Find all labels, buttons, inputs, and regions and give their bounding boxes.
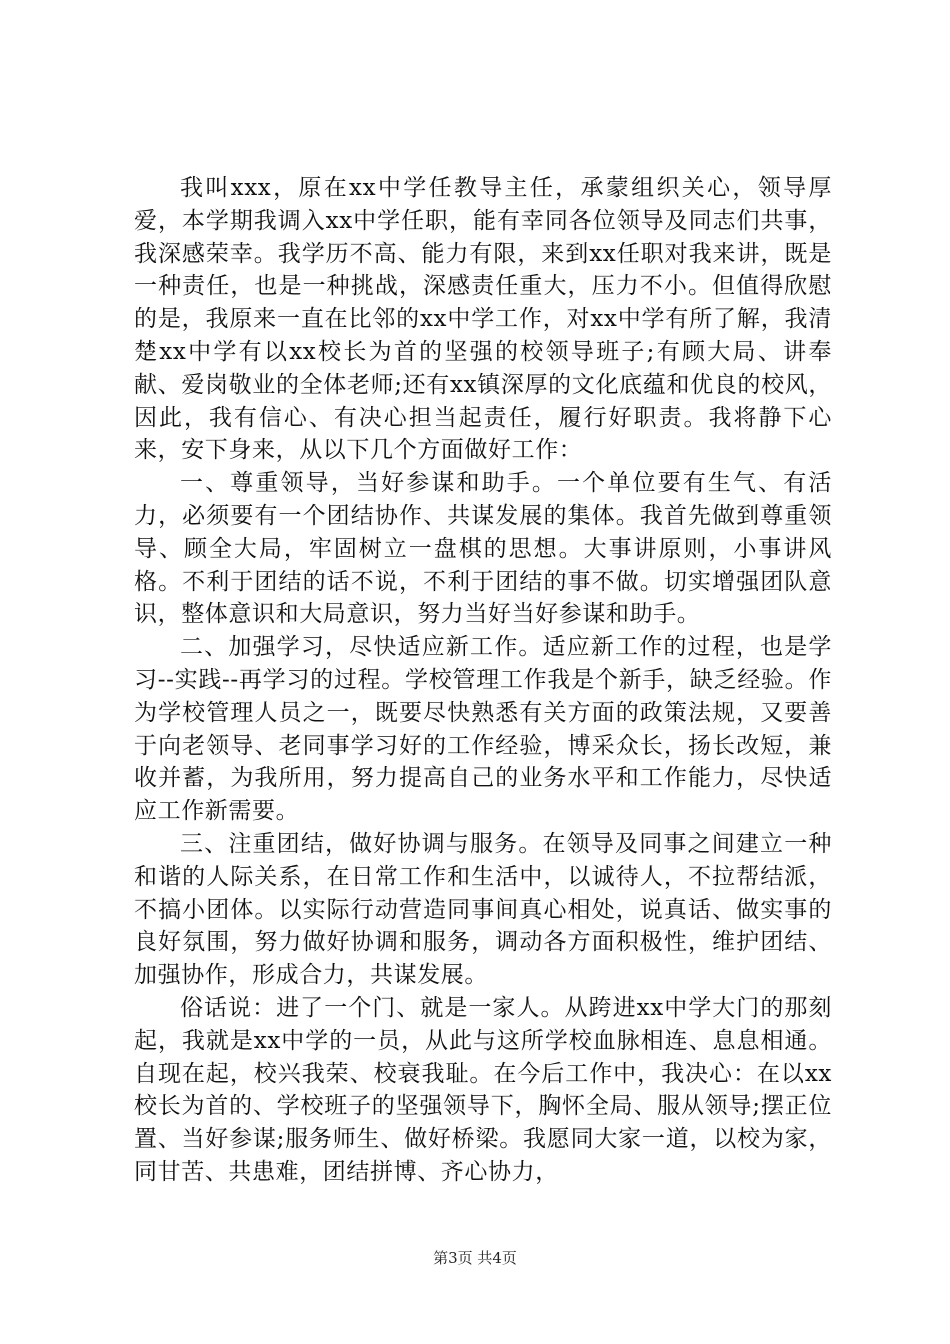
document-body [134, 172, 832, 1189]
page-number-footer: 第3页 共4页 [433, 1249, 517, 1267]
point-one-paragraph: 一、尊重领导，当好参谋和助手。一个单位要有生气、有活力，必须要有一个团结协作、共谋发展的集体。我首先做到尊重领导、顾全大局，牢固树立一盘棋的思想。大事讲原则，小事讲风格。不利于团结的话不说，不利于团结的事不做。切实增强团队意识，整体意识和大局意识，努力当好当好参谋和助手。 [134, 470, 832, 628]
closing-paragraph: 俗话说：进了一个门、就是一家人。从跨进xx中学大门的那刻起，我就是xx中学的一员，从此与这所学校血脉相连、息息相通。自现在起，校兴我荣、校衰我耻。在今后工作中，我决心：在以xx校长为首的、学校班子的坚强领导下，胸怀全局、服从领导;摆正位置、当好参谋;服务师生、做好桥梁。我愿同大家一道，以校为家，同甘苦、共患难，团结拼博、齐心协力， [134, 994, 832, 1185]
point-three-paragraph: 三、注重团结，做好协调与服务。在领导及同事之间建立一种和谐的人际关系，在日常工作和生活中，以诚待人，不拉帮结派，不搞小团体。以实际行动营造同事间真心相处，说真话、做实事的良好氛围，努力做好协调和服务，调动各方面积极性，维护团结、加强协作，形成合力，共谋发展。 [134, 830, 832, 989]
point-two-paragraph: 二、加强学习，尽快适应新工作。适应新工作的过程，也是学习--实践--再学习的过程。学校管理工作我是个新手，缺乏经验。作为学校管理人员之一，既要尽快熟悉有关方面的政策法规，又要善于向老领导、老同事学习好的工作经验，博采众长，扬长改短，兼收并蓄，为我所用，努力提高自己的业务水平和工作能力，尽快适应工作新需要。 [134, 634, 832, 825]
intro-paragraph: 我叫xxx，原在xx中学任教导主任，承蒙组织关心，领导厚爱，本学期我调入xx中学任职，能有幸同各位领导及同志们共事，我深感荣幸。我学历不高、能力有限，来到xx任职对我来讲，既是一种责任，也是一种挑战，深感责任重大，压力不小。但值得欣慰的是，我原来一直在比邻的xx中学工作，对xx中学有所了解，我清楚xx中学有以xx校长为首的坚强的校领导班子;有顾大局、讲奉献、爱岗敬业的全体老师;还有xx镇深厚的文化底蕴和优良的校风，因此，我有信心、有决心担当起责任，履行好职责。我将静下心来，安下身来，从以下几个方面做好工作： [134, 175, 832, 464]
